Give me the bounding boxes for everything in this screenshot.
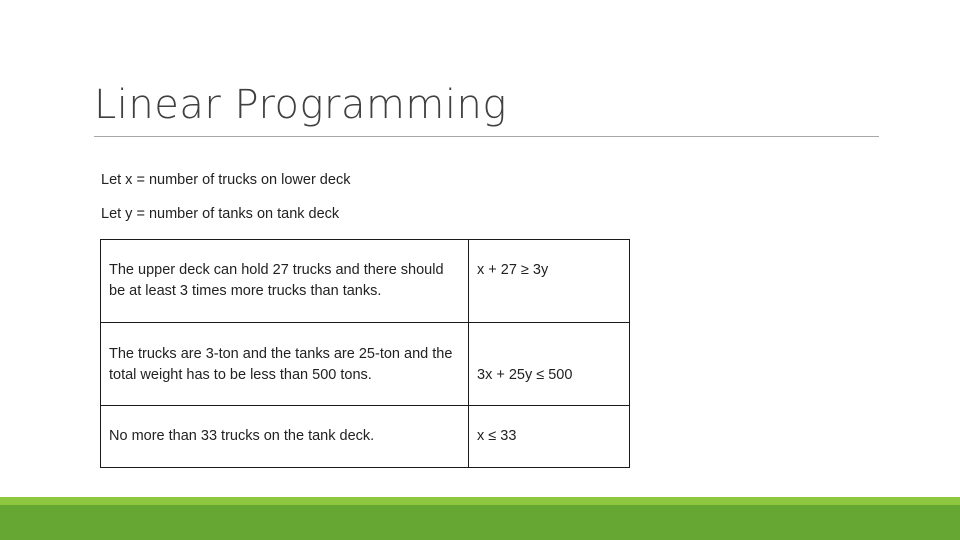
footer-accent-stripe	[0, 497, 960, 505]
definition-x: Let x = number of trucks on lower deck	[101, 172, 351, 188]
constraint-expression: 3x + 25y ≤ 500	[469, 323, 630, 406]
constraint-expression: x ≤ 33	[469, 406, 630, 468]
footer-bar	[0, 505, 960, 540]
table-row	[101, 323, 630, 406]
definition-y: Let y = number of tanks on tank deck	[101, 206, 340, 222]
constraints-table	[100, 239, 630, 468]
table-row	[101, 240, 630, 323]
title-divider	[94, 136, 879, 137]
slide-title: Linear Programming	[94, 82, 507, 128]
table-row	[101, 406, 630, 468]
constraint-description: No more than 33 trucks on the tank deck.	[101, 406, 469, 468]
constraint-description: The trucks are 3-ton and the tanks are 25-ton and the total weight has to be less than 500 tons.	[101, 323, 469, 406]
constraint-expression: x + 27 ≥ 3y	[469, 240, 630, 323]
constraint-description: The upper deck can hold 27 trucks and there should be at least 3 times more trucks than tanks.	[101, 240, 469, 323]
